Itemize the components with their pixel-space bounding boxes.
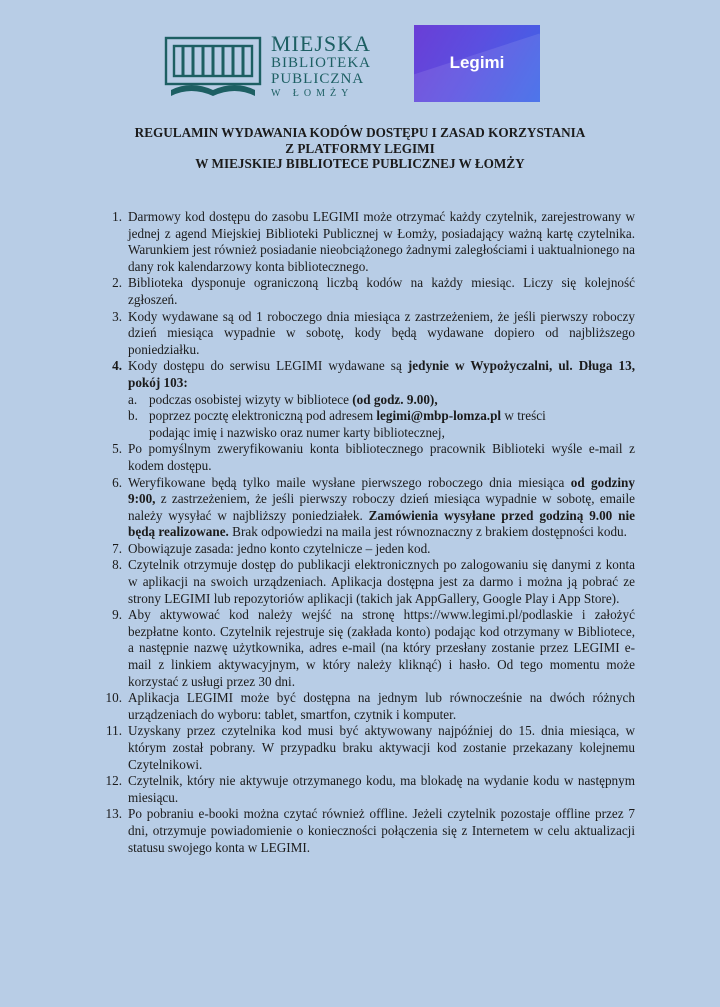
item-text: Aplikacja LEGIMI może być dostępna na jednym lub równocześnie na dwóch różnych urządzeniach do wyboru: tablet, smartfon, czytnik i komputer. xyxy=(128,690,635,722)
item-text: Obowiązuje zasada: jedno konto czytelnicze – jeden kod. xyxy=(128,540,431,556)
item-number: 9. xyxy=(112,607,122,623)
item-number: 12. xyxy=(105,773,122,789)
legimi-logo xyxy=(414,25,540,102)
library-logo-line3: PUBLICZNA xyxy=(271,71,365,87)
library-logo-text xyxy=(271,33,371,99)
list-item xyxy=(104,723,635,773)
item-number: 6. xyxy=(112,474,122,490)
library-logo-line2: BIBLIOTEKA xyxy=(271,55,371,71)
item-text: Kody dostępu do serwisu LEGIMI wydawane są xyxy=(128,358,408,374)
list-item xyxy=(104,773,635,806)
item-number: 1. xyxy=(112,209,122,224)
document-title xyxy=(0,125,720,172)
item-text: Aby aktywować kod należy wejść na stronę https://www.legimi.pl/podlaskie i założyć bezpłatne konto. Czytelnik rejestruje się (zakłada konto) podając kod otrzymany w Bibliotece, a następnie nazwę użytkownika, adres e-mail (na który przesłany zostanie przez LEGIMI e-mail z linkiem aktywacyjnym, w który należy kliknąć) i hasło. Od tego momentu może korzystać z usługi przez 30 dni. xyxy=(128,607,635,689)
item-number: 7. xyxy=(112,540,122,556)
title-line3: W MIEJSKIEJ BIBLIOTECE PUBLICZNEJ W ŁOMŻY xyxy=(195,156,525,171)
legimi-wordmark: Legimi xyxy=(449,53,505,72)
item-text: Po pomyślnym zweryfikowaniu konta bibliotecznego pracownik Biblioteki wyśle e-mail z kodem dostępu. xyxy=(128,441,635,473)
item-number: 5. xyxy=(112,441,122,457)
item-bold-text: od godziny 9:00, xyxy=(128,474,635,507)
email-address[interactable]: legimi@mbp-lomza.pl xyxy=(376,408,502,424)
item-number: 2. xyxy=(112,275,122,291)
item-text: Biblioteka dysponuje ograniczoną liczbą kodów na każdy miesiąc. Liczy się kolejność zgłoszeń. xyxy=(128,275,635,307)
item-number: 8. xyxy=(112,557,122,573)
rules-list xyxy=(104,209,635,856)
item-text: Darmowy kod dostępu do zasobu LEGIMI może otrzymać każdy czytelnik, zarejestrowany w jednej z agend Miejskiej Biblioteki Publicznej w Łomży, posiadający ważną kartę czytelnika. Warunkiem jest również posiadanie nieobciążonego żadnymi zaległościami i uaktualnionego na dany rok kalendarzowy konta bibliotecznego. xyxy=(128,209,635,274)
title-line1: REGULAMIN WYDAWANIA KODÓW DOSTĘPU I ZASAD KORZYSTANIA xyxy=(134,125,586,140)
item-text: Uzyskany przez czytelnika kod musi być aktywowany najpóźniej do 15. dnia miesiąca, w którym został pobrany. W przypadku braku aktywacji kod zostanie przekazany kolejnemu Czytelnikowi. xyxy=(128,723,635,772)
list-item xyxy=(104,541,635,558)
item-text: Czytelnik, który nie aktywuje otrzymanego kodu, ma blokadę na wydanie kodu w następnym miesiącu. xyxy=(128,773,635,805)
list-item xyxy=(104,690,635,723)
list-item xyxy=(104,475,635,541)
sub-item-text: w treści xyxy=(501,408,546,424)
item-text: z zastrzeżeniem, że jeśli pierwszy roboczy dzień miesiąca wypadnie w sobotę, emaile należy wysyłać w najbliższy poniedziałek. xyxy=(128,491,635,523)
sub-item-letter: a. xyxy=(128,391,138,407)
title-line2: Z PLATFORMY LEGIMI xyxy=(285,140,435,156)
list-item xyxy=(104,209,635,275)
item-text: Po pobraniu e-booki można czytać również offline. Jeżeli czytelnik pozostaje offline przez 7 dni, otrzymuje powiadomienie o konieczności połączenia się z Internetem w celu aktualizacji statusu swojego konta w LEGIMI. xyxy=(128,806,635,855)
item-text: Kody wydawane są od 1 roboczego dnia miesiąca z zastrzeżeniem, że jeśli pierwszy roboczy dzień miesiąca wypadnie w sobotę, kody będą wydawane dopiero od najbliższego poniedziałku. xyxy=(128,308,635,357)
list-item xyxy=(104,275,635,308)
item-text: Weryfikowane będą tylko maile wysłane pierwszego roboczego dnia miesiąca xyxy=(128,474,571,490)
sub-item-continuation: podając imię i nazwisko oraz numer karty bibliotecznej, xyxy=(149,424,445,440)
item-number: 13. xyxy=(105,806,122,822)
library-logo-line4: W ŁOMŻY xyxy=(271,88,354,99)
library-logo xyxy=(163,30,371,102)
library-building-icon xyxy=(163,34,263,100)
list-item xyxy=(104,806,635,856)
list-item xyxy=(104,607,635,690)
list-item xyxy=(104,309,635,359)
item-bold-text: Zamówienia wysyłane przed godziną 9.00 nie będą realizowane. xyxy=(128,507,635,540)
item-bold-text: jedynie w Wypożyczalni, ul. Długa 13, pokój 103: xyxy=(128,358,635,390)
list-item xyxy=(104,557,635,607)
sub-item xyxy=(104,392,635,409)
item-number: 10. xyxy=(105,690,122,706)
item-number: 11. xyxy=(106,723,122,739)
item-text: Brak odpowiedzi na maila jest równoznaczny z brakiem dostępności kodu. xyxy=(228,524,627,540)
list-item xyxy=(104,358,635,391)
library-logo-line1: MIEJSKA xyxy=(271,31,371,56)
sub-item-bold: (od godz. 9.00), xyxy=(352,391,438,407)
sub-item-text: podczas osobistej wizyty w bibliotece xyxy=(149,391,353,407)
sub-item-text: poprzez pocztę elektroniczną pod adresem xyxy=(149,408,377,424)
sub-item-letter: b. xyxy=(128,408,138,424)
item-number: 4. xyxy=(112,358,122,374)
list-item xyxy=(104,441,635,474)
item-text: Czytelnik otrzymuje dostęp do publikacji elektronicznych po zalogowaniu się danymi z konta w aplikacji na swoich urządzeniach. Aplikacja dostępna jest za darmo i można ją pobrać ze strony LEGIMI lub repozytoriów aplikacji (takich jak AppGallery, Google Play i App Store). xyxy=(128,557,635,606)
sub-item xyxy=(104,408,635,441)
item-number: 3. xyxy=(112,308,122,324)
